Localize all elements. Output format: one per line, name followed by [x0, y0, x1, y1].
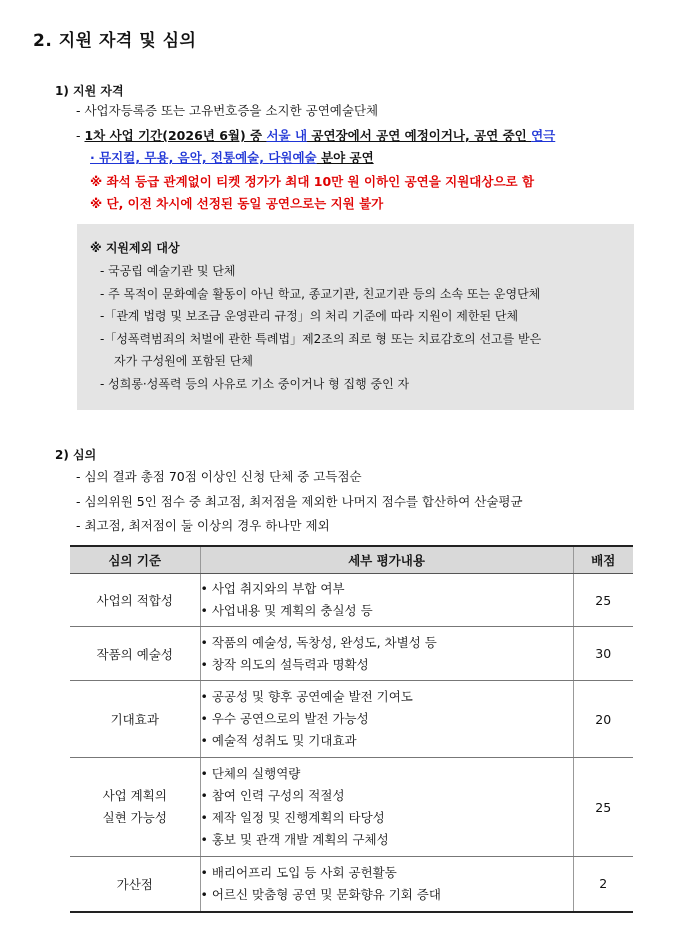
venue-text: 공연장에서 공연 예정이거나, 공연 중인 [307, 128, 532, 143]
criterion-cell: 가산점 [70, 857, 200, 912]
criterion-cell: 작품의 예술성 [70, 627, 200, 681]
previous-selection-note: ※ 단, 이전 차시에 선정된 동일 공연으로는 지원 불가 [90, 196, 384, 211]
details-cell: • 작품의 예술성, 독창성, 완성도, 차별성 등 • 창작 의도의 설득력과 명확성 [200, 627, 573, 681]
eligibility-line-2b [90, 148, 374, 168]
score-cell: 20 [573, 681, 633, 758]
evaluation-table [70, 545, 633, 913]
table-row [70, 627, 633, 681]
header-details: 세부 평가내용 [200, 546, 573, 574]
period-text: 1차 사업 기간(2026년 6월) 중 [84, 128, 267, 143]
criterion-cell: 사업 계획의 실현 가능성 [70, 758, 200, 857]
exclusion-item: - 성희롱·성폭력 등의 사유로 기소 중이거나 형 집행 중인 자 [100, 377, 410, 391]
score-cell: 25 [573, 574, 633, 627]
score-cell: 25 [573, 758, 633, 857]
review-line: - 최고점, 최저점이 둘 이상의 경우 하나만 제외 [76, 518, 330, 533]
exclusion-item: -「관계 법령 및 보조금 운영관리 규정」의 처리 기준에 따라 지원이 제한된 단체 [100, 309, 519, 323]
table-row [70, 857, 633, 912]
details-cell: • 공공성 및 향후 공연예술 발전 기여도 • 우수 공연으로의 발전 가능성 • 예술적 성취도 및 기대효과 [200, 681, 573, 758]
field-text: 분야 공연 [316, 150, 374, 165]
criterion-cell: 사업의 적합성 [70, 574, 200, 627]
section-title: 2. 지원 자격 및 심의 [33, 31, 197, 51]
ticket-price-note: ※ 좌석 등급 관계없이 티켓 정가가 최대 10만 원 이하인 공연을 지원대상으로 함 [90, 174, 535, 189]
review-line: - 심의위원 5인 점수 중 최고점, 최저점을 제외한 나머지 점수를 합산하여 산술평균 [76, 494, 523, 509]
header-criterion: 심의 기준 [70, 546, 200, 574]
seoul-text: 서울 내 [266, 128, 308, 143]
genre-text-1: 연극 [531, 128, 556, 143]
genre-text-2: · 뮤지컬, 무용, 음악, 전통예술, 다원예술 [90, 150, 317, 165]
table-header-row [70, 546, 633, 574]
dash: - [76, 128, 85, 143]
eligibility-heading: 1) 지원 자격 [55, 84, 124, 98]
eligibility-line-1: - 사업자등록증 또는 고유번호증을 소지한 공연예술단체 [76, 103, 379, 118]
exclusion-item: - 주 목적이 문화예술 활동이 아닌 학교, 종교기관, 친교기관 등의 소속 또는 운영단체 [100, 287, 541, 301]
review-line: - 심의 결과 총점 70점 이상인 신청 단체 중 고득점순 [76, 469, 362, 484]
exclusion-item: - 국공립 예술기관 및 단체 [100, 264, 236, 278]
details-cell: • 단체의 실행역량 • 참여 인력 구성의 적절성 • 제작 일정 및 진행계획의 타당성 • 홍보 및 관객 개발 계획의 구체성 [200, 758, 573, 857]
score-cell: 2 [573, 857, 633, 912]
table-row [70, 574, 633, 627]
details-cell: • 사업 취지와의 부합 여부 • 사업내용 및 계획의 충실성 등 [200, 574, 573, 627]
review-heading: 2) 심의 [55, 448, 97, 462]
exclusion-item: -「성폭력범죄의 처벌에 관한 특례법」제2조의 죄로 형 또는 치료감호의 선고를 받은 [100, 332, 542, 346]
eligibility-line-2a [76, 126, 555, 146]
criterion-cell: 기대효과 [70, 681, 200, 758]
table-row [70, 681, 633, 758]
header-score: 배점 [573, 546, 633, 574]
exclusion-item-continued: 자가 구성원에 포함된 단체 [114, 354, 253, 368]
table-row [70, 758, 633, 857]
details-cell: • 배리어프리 도입 등 사회 공헌활동 • 어르신 맞춤형 공연 및 문화향유 기회 증대 [200, 857, 573, 912]
exclusion-heading: ※ 지원제외 대상 [90, 241, 180, 255]
score-cell: 30 [573, 627, 633, 681]
